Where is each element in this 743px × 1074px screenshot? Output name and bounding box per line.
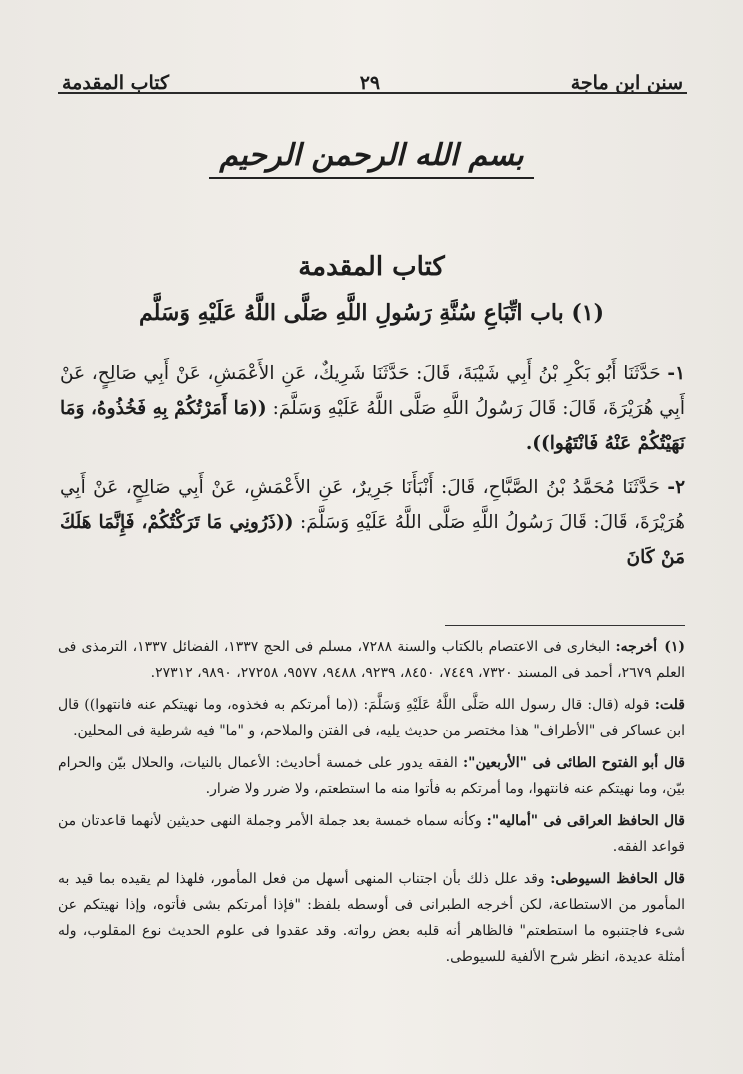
footnote-abulfutuh xyxy=(58,750,685,802)
footnote-takhrij xyxy=(58,634,685,686)
footnote-suyuti xyxy=(58,866,685,970)
section-title: كتاب المقدمة xyxy=(62,72,170,94)
footnote-iraqi xyxy=(58,808,685,860)
footnote-text: وكأنه سماه خمسة بعد جملة الأمر وجملة النهى حديثين لأنهما قاعدتان من قواعد الفقه. xyxy=(58,813,685,855)
page-number: ٢٩ xyxy=(359,72,381,94)
header-divider xyxy=(58,92,687,94)
footnote-lead: قال الحافظ العراقى فى "أماليه": xyxy=(486,813,686,829)
hadith-1 xyxy=(60,356,685,461)
footnote-text: قوله (قال: قال رسول الله صَلَّى اللَّهُ عَلَيْهِ وَسَلَّمَ: ((ما أمرتكم به فخذوه، وما نهيتكم عنه فانتهوا)) قال ابن عساكر فى "الأطراف" هذا مختصر من حديث يليه، فى الفتن والملاحم، و "ما" فيه شرطية فى المحلين. xyxy=(58,697,685,739)
footnote-lead: قال أبو الفتوح الطائى فى "الأربعين": xyxy=(462,755,685,771)
bab-title: (١) باب اتِّبَاعِ سُنَّةِ رَسُولِ اللَّهِ صَلَّى اللَّهُ عَلَيْهِ وَسَلَّم xyxy=(138,300,605,326)
hadith-number: ٢- xyxy=(667,477,685,498)
kitab-title: كتاب المقدمة xyxy=(298,252,445,282)
book-title: سنن ابن ماجة xyxy=(570,72,683,94)
hadith-matn: ((ذَرُونِي مَا تَرَكْتُكُمْ، فَإِنَّمَا هَلَكَ مَنْ كَانَ xyxy=(60,512,685,568)
footnote-qultu xyxy=(58,692,685,744)
running-header xyxy=(62,54,683,94)
basmala-text: بسم الله الرحمن الرحيم xyxy=(209,138,533,179)
hadith-chain: حَدَّثَنَا أَبُو بَكْرِ بْنُ أَبِي شَيْبَةَ، قَالَ: حَدَّثَنَا شَرِيكٌ، عَنِ الأَعْمَشِ، عَنْ أَبِي صَالِحٍ، عَنْ أَبِي هُرَيْرَةَ، قَالَ: قَالَ رَسُولُ اللَّهِ صَلَّى اللَّهُ عَلَيْهِ وَسَلَّمَ: xyxy=(60,363,685,419)
footnote-text: وقد علل ذلك بأن اجتناب المنهى أسهل من فعل المأمور، فلهذا لم يقيده بما قيد به المأمور من الاستطاعة، لكن أخرجه الطبرانى فى أوسطه بلفظ: "فإذا أمرتكم بشى فأتوه، وإذا نهيتكم عن شىء فاجتنبوه ما استطعتم" فالظاهر أنه قلبه بعض رواته. وقد عقدوا فى علوم الحديث نوع المقلوب، وله أمثلة عديدة، انظر شرح الألفية للسيوطى. xyxy=(58,871,685,965)
footnotes xyxy=(58,634,685,976)
footnote-text: البخارى فى الاعتصام بالكتاب والسنة ٧٢٨٨، مسلم فى الحج ١٣٣٧، الفضائل ١٣٣٧، الترمذى فى العلم ٢٦٧٩، أحمد فى المسند ٧٣٢٠، ٧٤٤٩، ٨٤٥٠، ٩٢٣٩، ٩٤٨٨، ٩٥٧٧، ٢٧٢٥٨، ٩٨٩٠، ٢٧٣١٢. xyxy=(58,639,685,681)
hadith-2 xyxy=(60,470,685,575)
basmala-calligraphy xyxy=(0,138,743,173)
footnote-divider xyxy=(445,625,685,626)
footnote-lead: قال الحافظ السيوطى: xyxy=(550,871,685,887)
footnote-lead: أخرجه: xyxy=(615,639,658,655)
hadith-matn: ((مَا أَمَرْتُكُمْ بِهِ فَخُذُوهُ، وَمَا نَهَيْتُكُمْ عَنْهُ فَانْتَهُوا)). xyxy=(60,398,685,454)
footnote-text: الفقه يدور على خمسة أحاديث: الأعمال بالنيات، والحلال بيّن والحرام بيّن، وما نهيتكم عنه فانتهوا، وما أمرتكم به فأتوا منه ما استطعتم، ولا ضرر ولا ضرار. xyxy=(58,755,685,797)
footnote-lead: قلت: xyxy=(654,697,685,713)
hadith-chain: حَدَّثَنَا مُحَمَّدُ بْنُ الصَّبَّاحِ، قَالَ: أَنْبَأَنَا جَرِيرٌ، عَنِ الأَعْمَشِ، عَنْ أَبِي صَالِحٍ، عَنْ أَبِي هُرَيْرَةَ، قَالَ: قَالَ رَسُولُ اللَّهِ صَلَّى اللَّهُ عَلَيْهِ وَسَلَّمَ: xyxy=(60,477,686,533)
footnote-marker: (١) xyxy=(664,639,686,655)
hadith-number: ١- xyxy=(667,363,686,384)
